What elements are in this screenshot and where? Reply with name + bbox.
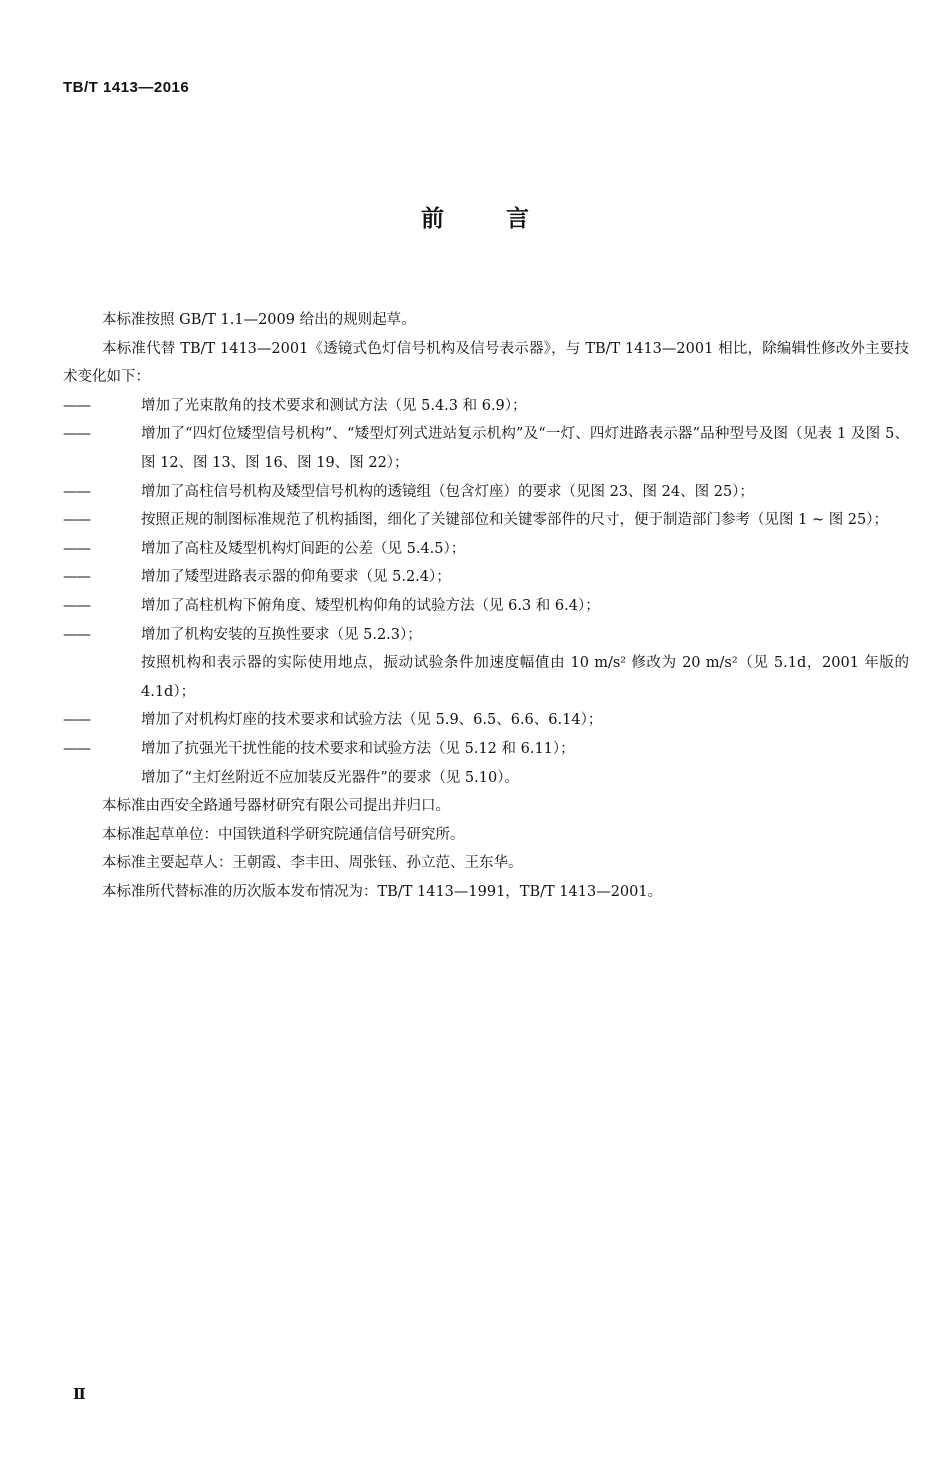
change-item: —— 增加了“四灯位矮型信号机构”、“矮型灯列式进站复示机构”及“一灯、四灯进路表示器”品种型号及图（见表 1 及图 5、图 12、图 13、图 16、图 19、图 22）； (63, 426, 909, 471)
change-item-vibration: 按照机构和表示器的实际使用地点，振动试验条件加速度幅值由 10 m/s² 修改为 20 m/s²（见 5.1d，2001 年版的 4.1d）； (141, 655, 909, 700)
change-item: —— 增加了矮型进路表示器的仰角要求（见 5.2.4）； (63, 569, 451, 586)
closing-paragraph-4: 本标准所代替标准的历次版本发布情况为：TB/T 1413—1991，TB/T 1413—2001。 (102, 883, 663, 900)
closing-paragraph-1: 本标准由西安全路通号器材研究有限公司提出并归口。 (102, 798, 450, 815)
change-item: —— 增加了高柱机构下俯角度、矮型机构仰角的试验方法（见 6.3 和 6.4）； (63, 597, 600, 614)
closing-paragraph-2: 本标准起草单位：中国铁道科学研究院通信信号研究所。 (102, 826, 465, 843)
foreword-body (63, 306, 909, 906)
standard-code: TB/T 1413—2016 (63, 79, 190, 96)
change-item: —— 增加了抗强光干扰性能的技术要求和试验方法（见 5.12 和 6.11）； (63, 740, 575, 757)
change-item: —— 增加了高柱信号机构及矮型信号机构的透镜组（包含灯座）的要求（见图 23、图 24、图 25）； (63, 483, 754, 500)
title-char-1: 前 (421, 206, 444, 232)
closing-paragraph-3: 本标准主要起草人：王朝霞、李丰田、周张钰、孙立范、王东华。 (102, 855, 523, 872)
change-item: —— 按照正规的制图标准规范了机构插图，细化了关键部位和关键零部件的尺寸，便于制造部门参考（见图 1 ~ 图 25）； (63, 512, 889, 529)
change-item: —— 增加了高柱及矮型机构灯间距的公差（见 5.4.5）； (63, 540, 466, 557)
page-title (0, 200, 950, 233)
page-number: Ⅱ (73, 1385, 86, 1403)
change-item: —— 增加了光束散角的技术要求和测试方法（见 5.4.3 和 6.9）； (63, 397, 527, 414)
change-item: —— 增加了对机构灯座的技术要求和试验方法（见 5.9、6.5、6.6、6.14）； (63, 712, 603, 729)
intro-paragraph-1: 本标准按照 GB/T 1.1—2009 给出的规则起草。 (102, 312, 416, 328)
intro-paragraph-2: 本标准代替 TB/T 1413—2001《透镜式色灯信号机构及信号表示器》，与 TB/T 1413—2001 相比，除编辑性修改外主要技术变化如下： (63, 340, 909, 386)
change-item: —— 增加了机构安装的互换性要求（见 5.2.3）； (63, 626, 422, 643)
change-item-lamp: 增加了“主灯丝附近不应加装反光器件”的要求（见 5.10）。 (141, 769, 519, 786)
title-char-2: 言 (506, 206, 529, 232)
